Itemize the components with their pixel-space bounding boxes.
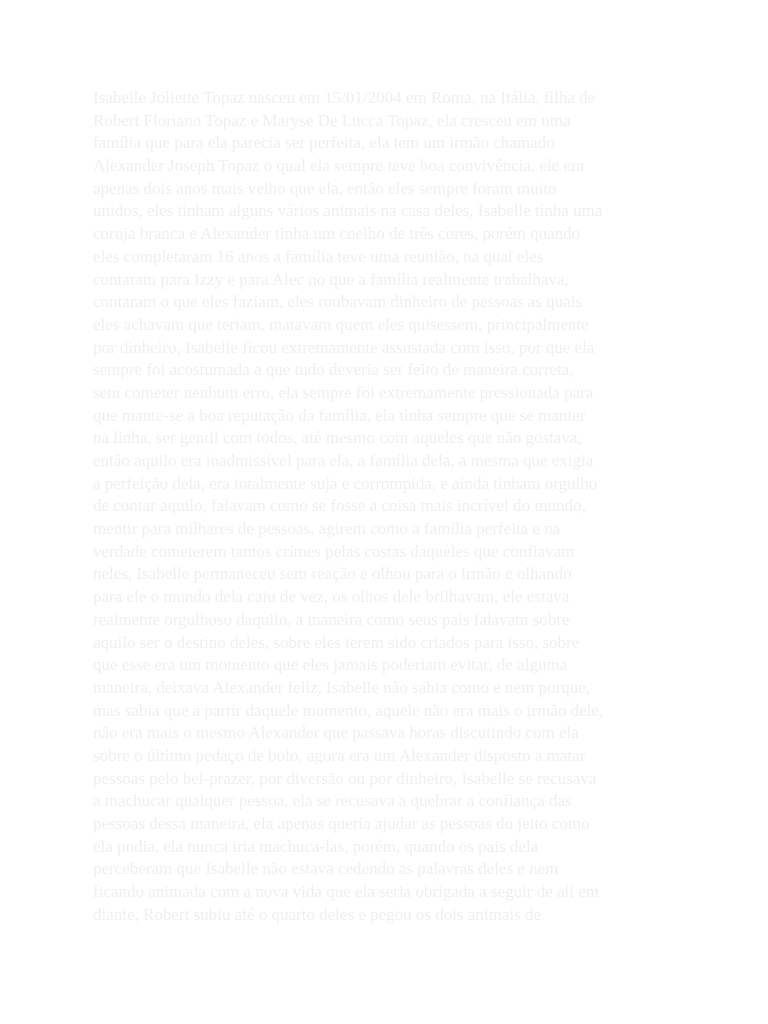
text-line: neles, Isabelle permaneceu sem reação e olhou para o irmão e olhando xyxy=(93,564,572,584)
text-line: por dinheiro, Isabelle ficou extremamente assustada com isso, por que ela xyxy=(93,337,595,357)
text-line: família que para ela parecia ser perfeita, ela tem um irmão chamado xyxy=(93,133,555,153)
text-line: coruja branca e Alexander tinha um coelho de três cores, porém quando xyxy=(93,224,581,244)
text-line: mas sabia que a partir daquele momento, aquele não era mais o irmão dele, xyxy=(93,700,604,720)
text-line: sem cometer nenhum erro, ela sempre foi extremamente pressionada para xyxy=(93,382,594,402)
text-line: perceberam que Isabelle não estava cedendo as palavras deles e nem xyxy=(93,859,559,879)
text-line: para ele o mundo dela caiu de vez, os olhos dele brilhavam, ele estava xyxy=(93,587,570,607)
text-line: maneira, deixava Alexander feliz, Isabelle não sabia como e nem porque, xyxy=(93,677,591,697)
text-line: pessoas dessa maneira, ela apenas queria ajudar as pessoas do jeito como xyxy=(93,814,590,833)
text-line: verdade cometerem tantos crimes pelas costas daqueles que confiavam xyxy=(93,541,575,561)
text-line: unidos, eles tinham alguns vários animais na casa deles, Isabelle tinha uma xyxy=(93,201,603,221)
text-line: ela podia, ela nunca iria machuca-las, porém, quando os pais dela xyxy=(93,836,539,856)
text-line: realmente orgulhoso daquilo, a maneira como seus pais falavam sobre xyxy=(93,609,570,629)
text-line: diante, Robert subiu até o quarto deles e pegou os dois animais de xyxy=(93,904,542,924)
text-line: contaram para Izzy e para Alec no que a família realmente trabalhava, xyxy=(93,269,569,289)
text-line: pessoas pelo bel-prazer, por diversão ou por dinheiro, Isabelle se recusava xyxy=(93,768,597,788)
text-line: contaram o que eles faziam, eles roubavam dinheiro de pessoas as quais xyxy=(93,292,583,312)
text-line: de contar aquilo, falavam como se fosse a coisa mais incrível do mundo, xyxy=(93,496,586,516)
text-line: Isabelle Joliette Topaz nasceu em 15/01/2004 em Roma, na Itália, filha de xyxy=(93,88,596,107)
text-line: a machucar qualquer pessoa, ela se recusava a quebrar a confiança das xyxy=(93,791,572,811)
text-line: sobre o último pedaço de bolo, agora era um Alexander disposto a matar xyxy=(93,745,586,765)
text-line: Robert Floriano Topaz e Maryse De Lucca Topaz, ela cresceu em uma xyxy=(93,110,571,130)
text-line: aquilo ser o destino deles, sobre eles terem sido criados para isso, sobre xyxy=(93,632,580,652)
text-line: que esse era um momento que eles jamais poderiam evitar, de alguma xyxy=(93,655,568,675)
text-line: eles achavam que teriam, matavam quem eles quisessem, principalmente xyxy=(93,314,589,334)
text-line: apenas dois anos mais velho que ela, então eles sempre foram muito xyxy=(93,178,557,198)
text-line: na linha, ser gentil com todos, até mesmo com aqueles que não gostava, xyxy=(93,428,582,448)
text-line: a perfeição dela, era totalmente suja e corrompida, e ainda tinham orgulho xyxy=(93,473,598,493)
text-line: mentir para milhares de pessoas, agirem como a família perfeita e na xyxy=(93,519,561,539)
text-line: então aquilo era inadmissível para ela, a família dela, a mesma que exigia xyxy=(93,451,594,470)
text-line: eles completaram 16 anos a família teve uma reunião, na qual eles xyxy=(93,246,544,266)
text-line: que mante-se a boa reputação da família, ela tinha sempre que se manter xyxy=(93,405,586,425)
text-line: Alexander Joseph Topaz o qual ela sempre teve boa convivência, ele era xyxy=(93,156,585,176)
body-paragraph xyxy=(93,87,693,926)
text-line: ficando animada com a nova vida que ela seria obrigada a seguir de ali em xyxy=(93,882,600,902)
text-line: sempre foi acostumada a que tudo deveria ser feito de maneira correta, xyxy=(93,360,574,380)
text-line: não era mais o mesmo Alexander que passava horas discutindo com ela xyxy=(93,723,579,743)
